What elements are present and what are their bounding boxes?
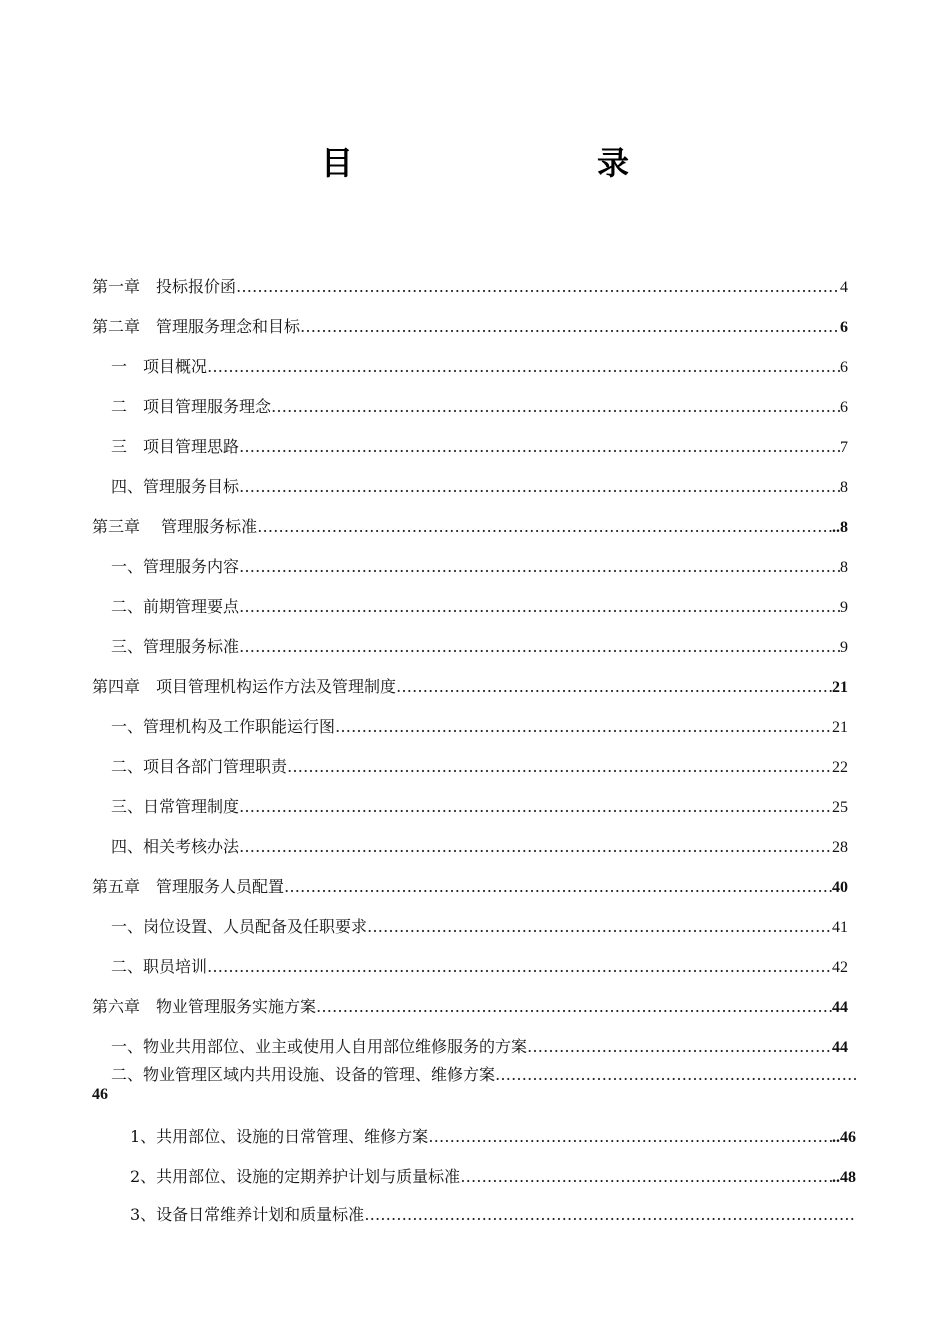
leader-dots <box>239 557 840 576</box>
toc-entry[interactable] <box>111 914 848 936</box>
toc-entry[interactable] <box>111 634 848 656</box>
leader-dots <box>495 1065 859 1084</box>
leader-dots <box>284 877 832 896</box>
toc-entry-label: 二、物业管理区域内共用设施、设备的管理、维修方案 <box>111 1065 496 1084</box>
leader-dots <box>207 357 840 376</box>
toc-entry[interactable] <box>111 594 848 616</box>
toc-entry-label: 二、前期管理要点 <box>111 597 240 616</box>
toc-entry-label: 二 项目管理服务理念 <box>111 397 272 416</box>
page-title: 目 录 <box>320 144 689 182</box>
toc-entry-label: 一、岗位设置、人员配备及任职要求 <box>111 917 368 936</box>
toc-entry-label: 三、管理服务标准 <box>111 637 240 656</box>
toc-entry-page: 41 <box>832 919 848 936</box>
toc-entry-page: 21 <box>832 679 848 696</box>
leader-dots <box>271 397 840 416</box>
leader-dots <box>396 677 832 696</box>
toc-entry-label: 四、相关考核办法 <box>111 837 240 856</box>
toc-entry[interactable] <box>92 994 848 1016</box>
toc-entry-page: 7 <box>840 439 848 456</box>
toc-entry-page: 4 <box>840 279 848 296</box>
leader-dots <box>239 437 840 456</box>
leader-dots <box>316 997 832 1016</box>
leader-dots <box>239 797 832 816</box>
toc-entry-page: 46 <box>92 1086 108 1103</box>
toc-entry[interactable] <box>92 314 848 336</box>
toc-entry-page: 6 <box>840 359 848 376</box>
toc-entry-page: 8 <box>840 479 848 496</box>
leader-dots <box>236 277 840 296</box>
toc-entry-label: 一、管理服务内容 <box>111 557 240 576</box>
toc-entry-page: 44 <box>832 1039 848 1056</box>
toc-entry[interactable] <box>111 754 848 776</box>
toc-entry-page: 28 <box>832 839 848 856</box>
toc-entry-page: 9 <box>840 599 848 616</box>
leader-dots <box>239 597 840 616</box>
toc-entry[interactable] <box>130 1124 856 1146</box>
toc-entry[interactable] <box>92 874 848 896</box>
toc-entry[interactable] <box>130 1164 856 1186</box>
toc-entry[interactable] <box>92 514 848 536</box>
toc-entry-label: 第一章 投标报价函 <box>92 277 237 296</box>
toc-entry-label: 一 项目概况 <box>111 357 208 376</box>
toc-entry-page: 21 <box>832 719 848 736</box>
toc-entry[interactable] <box>111 394 848 416</box>
toc-entry-page: 8 <box>840 559 848 576</box>
leader-dots <box>239 637 840 656</box>
toc-entry-page: 40 <box>832 879 848 896</box>
toc-entry[interactable] <box>92 674 848 696</box>
toc-entry[interactable] <box>111 834 848 856</box>
toc-entry[interactable] <box>111 554 848 576</box>
leader-dots <box>428 1127 832 1146</box>
leader-dots <box>207 957 832 976</box>
leader-dots <box>460 1167 832 1186</box>
toc-entry-page: 6 <box>840 399 848 416</box>
leader-dots <box>239 837 832 856</box>
leader-dots <box>335 717 832 736</box>
toc-entry-label: 四、管理服务目标 <box>111 477 240 496</box>
toc-entry[interactable] <box>111 434 848 456</box>
toc-entry-label: 2、共用部位、设施的定期养护计划与质量标准 <box>130 1167 461 1186</box>
toc-entry-label: 1、共用部位、设施的日常管理、维修方案 <box>130 1127 429 1146</box>
toc-entry-page: ..46 <box>832 1129 856 1146</box>
toc-entry-label: 第五章 管理服务人员配置 <box>92 877 285 896</box>
toc-entry-page: 6 <box>840 319 848 336</box>
toc-entry-label: 一、管理机构及工作职能运行图 <box>111 717 336 736</box>
leader-dots <box>257 517 832 536</box>
toc-entry[interactable] <box>111 1062 859 1084</box>
toc-entry[interactable] <box>111 794 848 816</box>
toc-entry-page: ..8 <box>832 519 848 536</box>
leader-dots <box>287 757 832 776</box>
toc-entry-label: 一、物业共用部位、业主或使用人自用部位维修服务的方案 <box>111 1037 528 1056</box>
toc-entry-page: 42 <box>832 959 848 976</box>
toc-entry-label: 3、设备日常维养计划和质量标准 <box>130 1205 365 1224</box>
toc-entry-label: 二、项目各部门管理职责 <box>111 757 288 776</box>
toc-entry-page: 9 <box>840 639 848 656</box>
toc-entry-page: ..48 <box>832 1169 856 1186</box>
toc-entry-page: 44 <box>832 999 848 1016</box>
toc-entry-label: 第四章 项目管理机构运作方法及管理制度 <box>92 677 397 696</box>
toc-entry[interactable] <box>130 1202 856 1224</box>
leader-dots <box>239 477 840 496</box>
toc-entry-label: 第三章 管理服务标准 <box>92 517 258 536</box>
toc-entry-page: 25 <box>832 799 848 816</box>
toc-entry-label: 第六章 物业管理服务实施方案 <box>92 997 317 1016</box>
toc-entry-label: 二、职员培训 <box>111 957 208 976</box>
toc-entry[interactable] <box>111 714 848 736</box>
toc-entry[interactable] <box>111 954 848 976</box>
toc-entry-label: 三、日常管理制度 <box>111 797 240 816</box>
toc-entry-label: 三 项目管理思路 <box>111 437 240 456</box>
toc-entry[interactable] <box>111 474 848 496</box>
leader-dots <box>364 1205 856 1224</box>
toc-entry[interactable] <box>92 274 848 296</box>
leader-dots <box>367 917 832 936</box>
leader-dots <box>527 1037 832 1056</box>
toc-entry-page: 22 <box>832 759 848 776</box>
toc-entry[interactable] <box>111 354 848 376</box>
leader-dots <box>300 317 840 336</box>
toc-entry[interactable] <box>111 1034 848 1056</box>
toc-entry-label: 第二章 管理服务理念和目标 <box>92 317 301 336</box>
